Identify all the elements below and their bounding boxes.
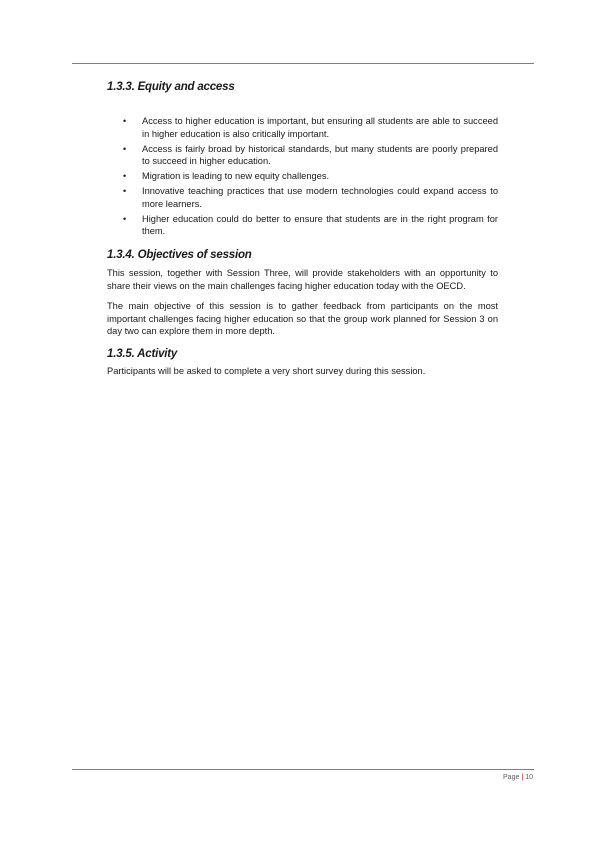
- equity-bullet-list: [107, 115, 498, 238]
- bullet-icon: •: [123, 143, 127, 154]
- objectives-paragraph: This session, together with Session Three, will provide stakeholders with an opportunity to share their views on the main challenges facing higher education today with the OECD.: [107, 268, 498, 291]
- bullet-icon: •: [123, 185, 127, 196]
- section-heading-equity-and-access: 1.3.3. Equity and access: [107, 81, 235, 93]
- list-item-text: Access is fairly broad by historical standards, but many students are poorly prepared to succeed in higher education.: [142, 143, 498, 167]
- section-heading-objectives-of-session: 1.3.4. Objectives of session: [107, 249, 252, 262]
- objectives-paragraph: The main objective of this session is to gather feedback from participants on the most important challenges facing higher education so that the group work planned for Session 3 on day two can explore them in more depth.: [107, 300, 498, 337]
- list-item: [107, 115, 498, 141]
- page-footer: [503, 773, 533, 783]
- list-item: [107, 143, 498, 169]
- activity-paragraph: Participants will be asked to complete a very short survey during this session.: [107, 366, 426, 377]
- list-item-text: Higher education could do better to ensure that students are in the right program for them.: [142, 213, 498, 237]
- list-item-text: Migration is leading to new equity challenges.: [142, 171, 330, 182]
- bullet-icon: •: [123, 213, 127, 224]
- list-item: [107, 213, 498, 239]
- page-number: 10: [525, 774, 533, 781]
- header-rule: [72, 63, 534, 64]
- list-item: [107, 185, 498, 211]
- bullet-icon: •: [123, 171, 127, 182]
- bullet-icon: •: [123, 116, 127, 126]
- list-item: [107, 170, 498, 183]
- footer-separator: |: [521, 774, 524, 781]
- section-heading-activity: 1.3.5. Activity: [107, 348, 178, 361]
- list-item-text: Access to higher education is important, but ensuring all students are able to succeed in higher education is also critically important.: [142, 116, 498, 139]
- footer-rule: [72, 769, 534, 770]
- page-label: Page: [503, 774, 520, 781]
- list-item-text: Innovative teaching practices that use modern technologies could expand access to more learners.: [142, 185, 498, 209]
- page-body: [107, 79, 498, 385]
